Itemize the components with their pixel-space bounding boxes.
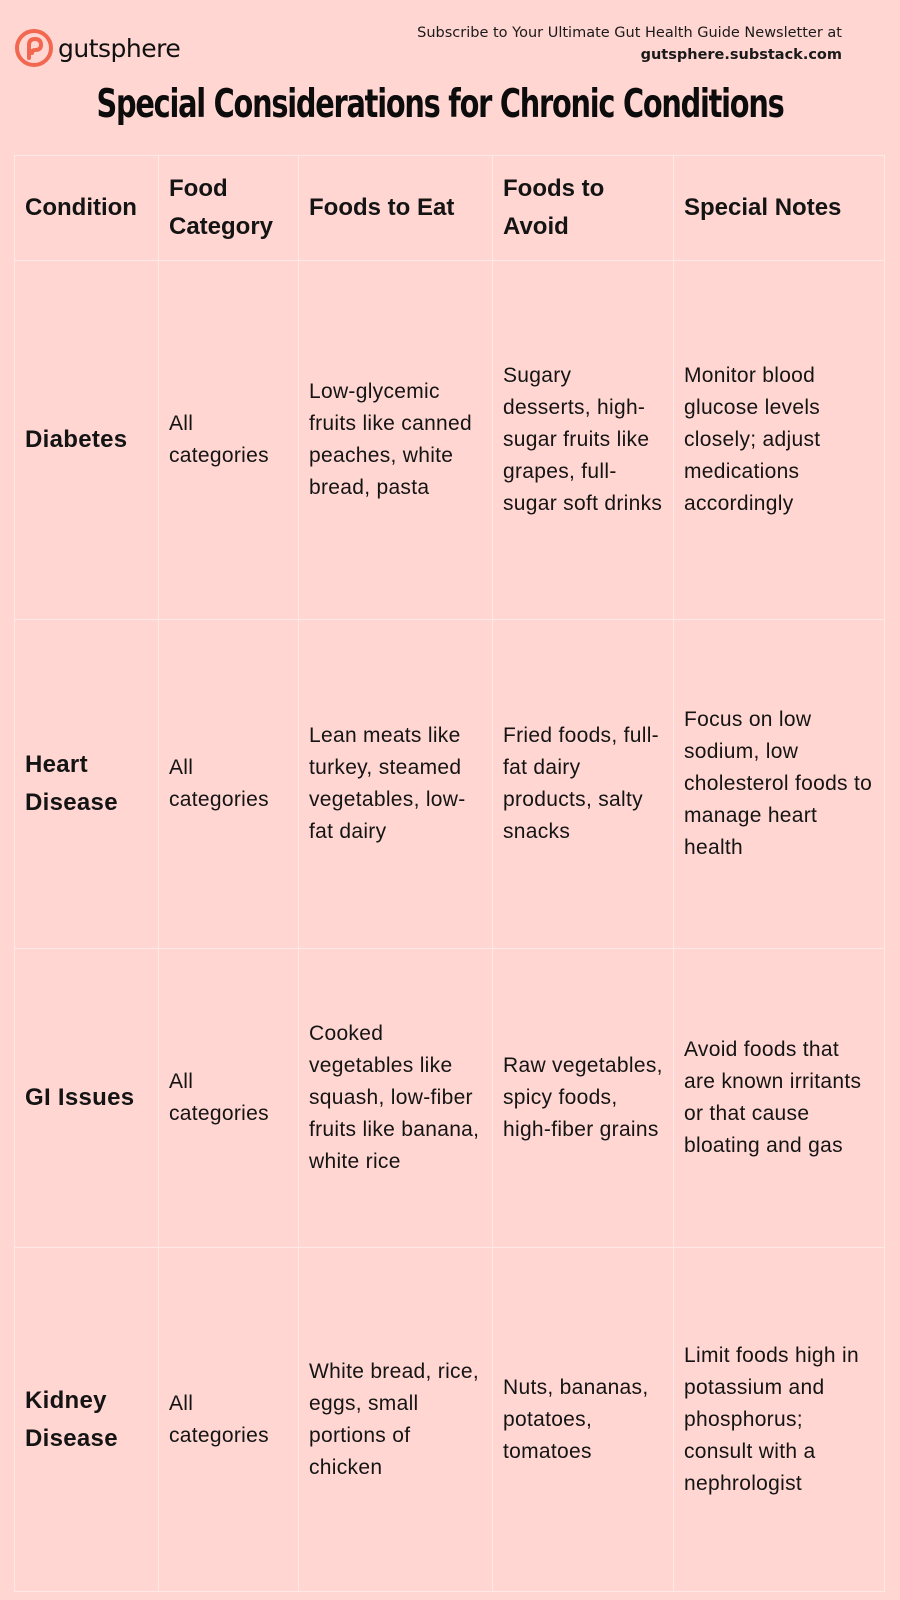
foods-to-eat-cell: Cooked vegetables like squash, low-fiber fruits like banana, white rice — [299, 949, 493, 1248]
special-notes-cell: Avoid foods that are known irritants or that cause bloating and gas — [674, 949, 885, 1248]
table-row — [15, 949, 885, 1248]
food-category-cell: All categories — [159, 261, 299, 620]
header-special-notes: Special Notes — [674, 156, 885, 261]
food-category-cell: All categories — [159, 949, 299, 1248]
special-notes-cell: Monitor blood glucose levels closely; adjust medications accordingly — [674, 261, 885, 620]
foods-to-avoid-cell: Raw vegetables, spicy foods, high-fiber grains — [493, 949, 674, 1248]
food-category-cell: All categories — [159, 620, 299, 949]
table-row — [15, 620, 885, 949]
page-title: Special Considerations for Chronic Conditions — [96, 82, 784, 127]
condition-cell: Kidney Disease — [15, 1248, 159, 1592]
header-foods-to-avoid: Foods to Avoid — [493, 156, 674, 261]
foods-to-avoid-cell: Fried foods, full-fat dairy products, salty snacks — [493, 620, 674, 949]
newsletter-promo — [417, 22, 842, 66]
foods-to-avoid-cell: Sugary desserts, high-sugar fruits like grapes, full-sugar soft drinks — [493, 261, 674, 620]
foods-to-avoid-cell: Nuts, bananas, potatoes, tomatoes — [493, 1248, 674, 1592]
brand-name: gutsphere — [58, 33, 181, 63]
foods-to-eat-cell: Low-glycemic fruits like canned peaches, white bread, pasta — [299, 261, 493, 620]
gut-logo-icon — [14, 28, 54, 68]
header-condition: Condition — [15, 156, 159, 261]
condition-cell: Heart Disease — [15, 620, 159, 949]
special-notes-cell: Limit foods high in potassium and phosphorus; consult with a nephrologist — [674, 1248, 885, 1592]
special-notes-cell: Focus on low sodium, low cholesterol foods to manage heart health — [674, 620, 885, 949]
table-header-row — [15, 156, 885, 261]
newsletter-link[interactable]: gutsphere.substack.com — [640, 47, 842, 63]
table-row — [15, 1248, 885, 1592]
conditions-table — [14, 155, 885, 1592]
foods-to-eat-cell: White bread, rice, eggs, small portions of chicken — [299, 1248, 493, 1592]
table-row — [15, 261, 885, 620]
food-category-cell: All categories — [159, 1248, 299, 1592]
condition-cell: Diabetes — [15, 261, 159, 620]
foods-to-eat-cell: Lean meats like turkey, steamed vegetables, low-fat dairy — [299, 620, 493, 949]
condition-cell: GI Issues — [15, 949, 159, 1248]
brand-logo[interactable] — [14, 28, 180, 68]
header-foods-to-eat: Foods to Eat — [299, 156, 493, 261]
subscribe-text: Subscribe to Your Ultimate Gut Health Guide Newsletter at — [417, 25, 842, 41]
header-food-category: Food Category — [159, 156, 299, 261]
